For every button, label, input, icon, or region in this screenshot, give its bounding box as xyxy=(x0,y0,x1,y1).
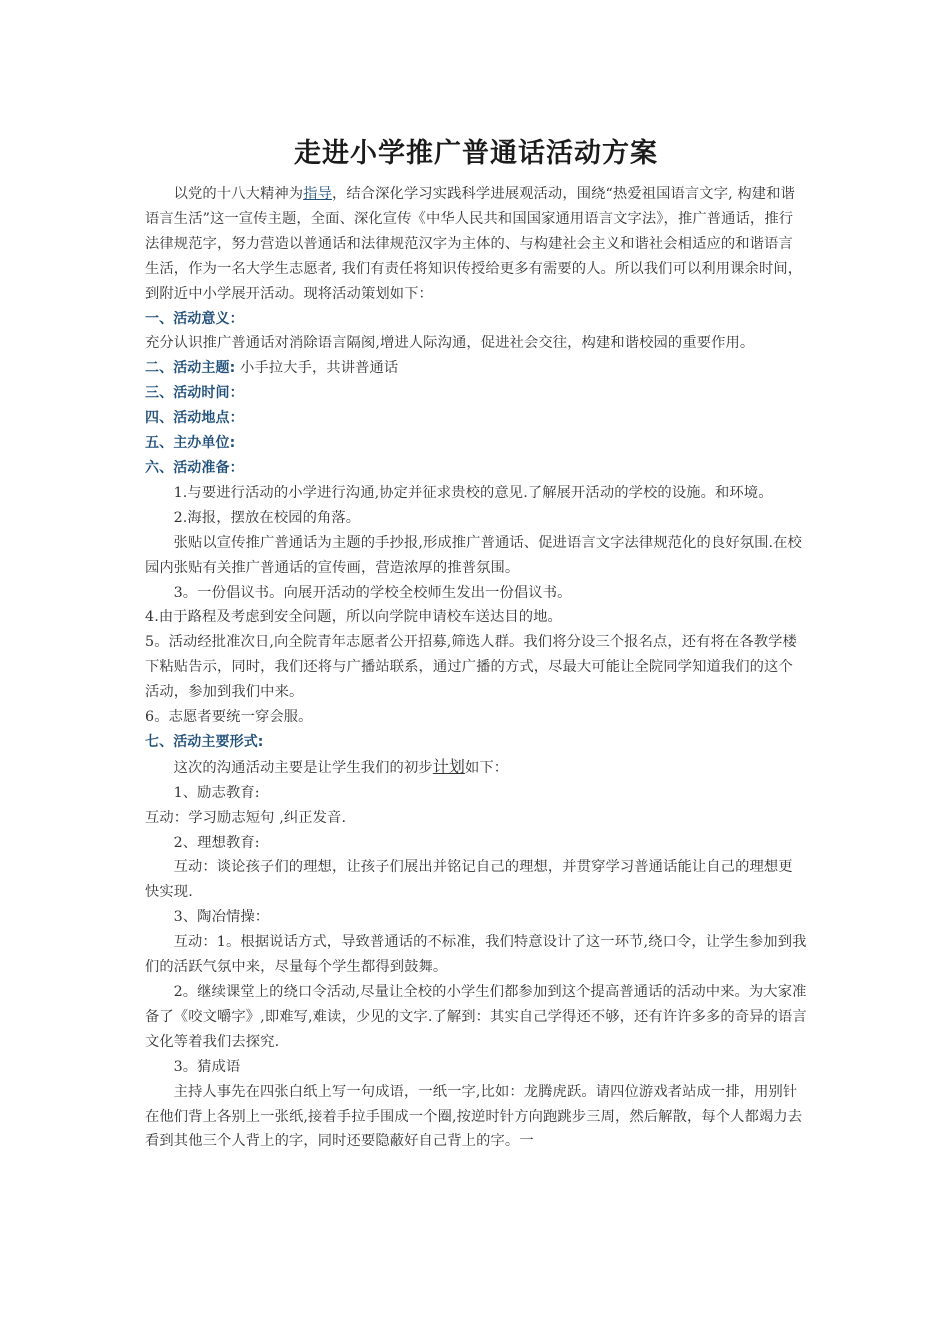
forms-line: 互动：1。根据说话方式，导致普通话的不标准，我们特意设计了这一环节,绕口令，让学生参加到我们的活跃气氛中来，尽量每个学生都得到鼓舞。 xyxy=(145,934,807,976)
section-heading-theme: 二、活动主题: xyxy=(145,360,236,377)
forms-line: 3。猜成语 xyxy=(173,1058,241,1075)
intro-text-2: ，结合深化学习实践科学进展观活动，围绕“热爱祖国语言文字, 构建和谐语言生活”这一宣传主题，全面、深化宣传《中华人民共和国国家通用语言文字法》，推广普通话，推行法律规范字，努力营造以普通话和法律规范汉字为主体的、与构建社会主义和谐社会相适应的和谐语言生活，作为一名大学生志愿者, 我们有责任将知识传授给更多有需要的人。所以我们可以利用课余时间，到附近中小学展开活动。现将活动策划如下： xyxy=(145,186,803,302)
prep-item: 1.与要进行活动的小学进行沟通,协定并征求贵校的意见.了解展开活动的学校的设施。和环境。 xyxy=(173,484,773,501)
section-heading-forms: 七、活动主要形式: xyxy=(145,733,264,750)
prep-item: 张贴以宣传推广普通话为主题的手抄报,形成推广普通话、促进语言文字法律规范化的良好氛围.在校园内张贴有关推广普通话的宣传画，营造浓厚的推普氛围。 xyxy=(145,534,802,576)
prep-item: 3。一份倡议书。向展开活动的学校全校师生发出一份倡议书。 xyxy=(173,584,572,601)
document-body xyxy=(145,182,807,1154)
forms-line: 1、励志教育: xyxy=(173,784,260,801)
forms-line: 互动：谈论孩子们的理想，让孩子们展出并铭记自己的理想，并贯穿学习普通话能让自己的理想更快实现. xyxy=(145,859,793,901)
section-heading-time: 三、活动时间： xyxy=(145,385,244,402)
section-theme xyxy=(145,356,807,381)
forms-intro: 这次的沟通活动主要是让学生我们的初步计划如下： xyxy=(173,756,509,776)
prep-item: 2.海报，摆放在校园的角落。 xyxy=(173,509,361,526)
forms-line: 2。继续课堂上的绕口令活动,尽量让全校的小学生们都参加到这个提高普通话的活动中来。为大家准备了《咬文嚼字》,即难写,难读，少见的文字.了解到：其实自己学得还不够，还有许许多多的奇异的语言文化等着我们去探究. xyxy=(145,984,807,1050)
section-heading-preparation: 六、活动准备： xyxy=(145,459,244,476)
guide-link[interactable]: 指导 xyxy=(303,186,332,202)
forms-line: 主持人事先在四张白纸上写一句成语，一纸一字,比如：龙腾虎跃。请四位游戏者站成一排，用别针在他们背上各别上一张纸,接着手拉手围成一个圈,按逆时针方向跑跳步三周，然后解散，每个人都竭力去看到其他三个人背上的字，同时还要隐蔽好自己背上的字。一 xyxy=(145,1083,803,1150)
section-heading-significance: 一、活动意义： xyxy=(145,310,244,327)
section-heading-location: 四、活动地点： xyxy=(145,410,244,427)
section-heading-organizer: 五、主办单位: xyxy=(145,435,236,452)
intro-text-1: 以党的十八大精神为 xyxy=(173,186,304,202)
forms-line: 2、理想教育: xyxy=(173,834,260,851)
prep-item: 6。志愿者要统一穿会服。 xyxy=(145,709,313,726)
intro-paragraph xyxy=(145,182,807,307)
forms-line: 3、陶冶情操： xyxy=(173,909,270,926)
section-body-significance: 充分认识推广普通话对消除语言隔阂,增进人际沟通，促进社会交往，构建和谐校园的重要作用。 xyxy=(145,335,755,352)
prep-item: 5。活动经批准次日,向全院青年志愿者公开招募,筛选人群。我们将分设三个报名点，还有将在各教学楼下粘贴告示，同时，我们还将与广播站联系，通过广播的方式，尽最大可能让全院同学知道我们的这个活动，参加到我们中来。 xyxy=(145,634,797,701)
plan-link[interactable]: 计划 xyxy=(432,756,465,776)
document-title: 走进小学推广普通话活动方案 xyxy=(294,138,658,169)
section-body-theme: 小手拉大手，共讲普通话 xyxy=(235,360,399,377)
forms-line: 互动：学习励志短句 ,纠正发音. xyxy=(145,809,347,826)
prep-item: 4.由于路程及考虑到安全问题，所以向学院申请校车送达目的地。 xyxy=(145,609,562,626)
